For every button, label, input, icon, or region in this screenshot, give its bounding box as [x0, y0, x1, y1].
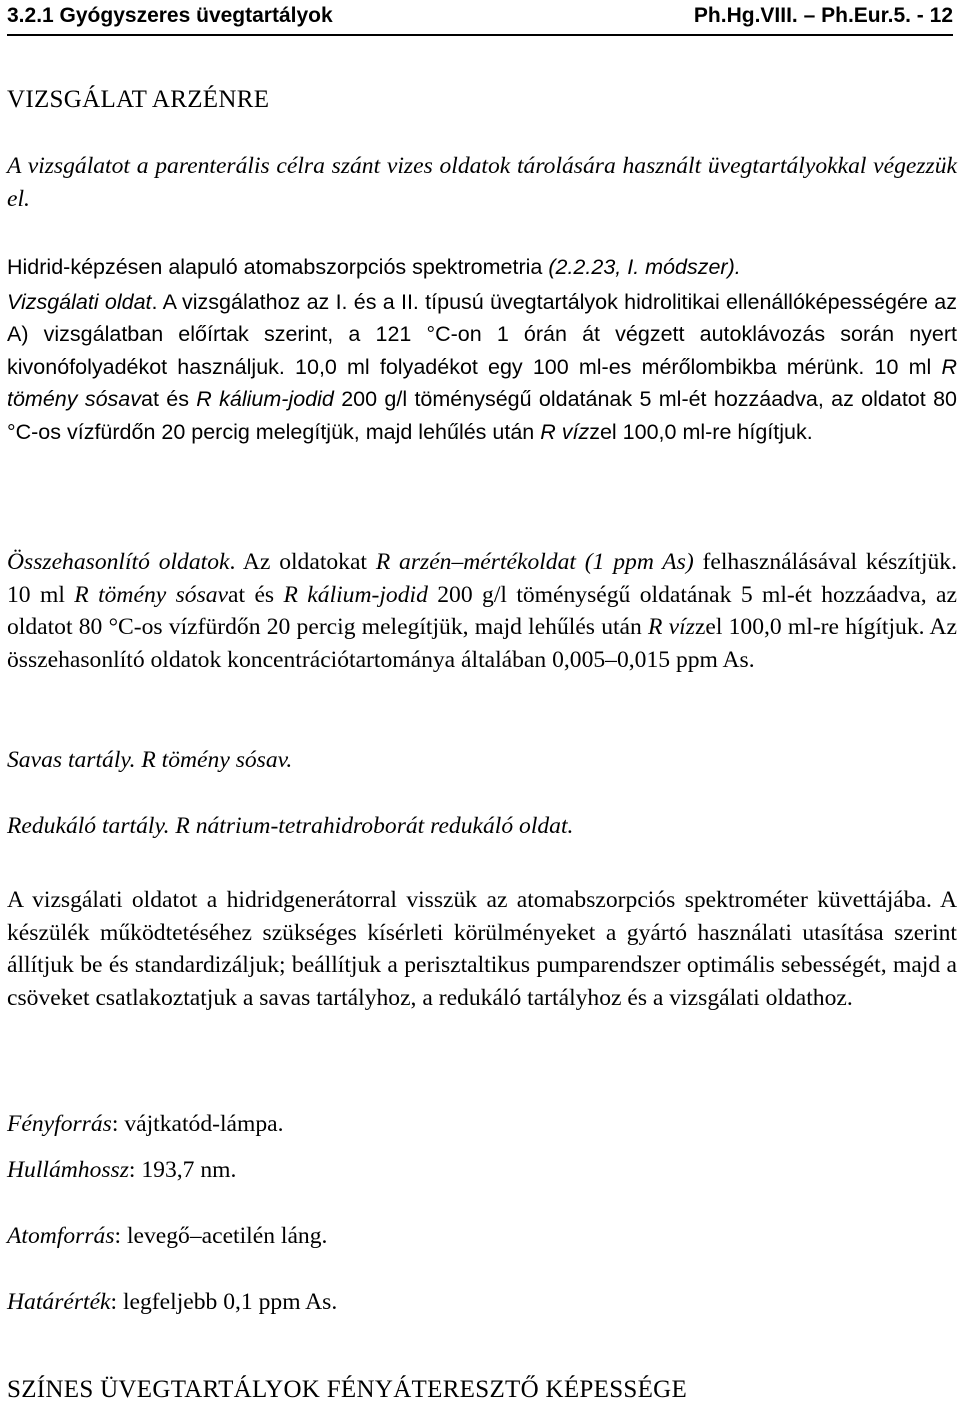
param-label: Fényforrás	[7, 1111, 112, 1137]
header-pharmacopoeia-ref: Ph.Hg.VIII. – Ph.Eur.5. - 12	[693, 4, 953, 27]
section-title: VIZSGÁLAT ARZÉNRE	[7, 86, 270, 113]
header-chapter: 3.2.1 Gyógyszeres üvegtartályok	[7, 4, 333, 27]
param-label: Atomforrás	[7, 1223, 115, 1249]
param-atomisation	[7, 1220, 957, 1253]
reducing-reservoir-paragraph	[7, 810, 957, 843]
test-solution-text: . A vizsgálathoz az I. és a II. típusú üvegtartályok hidrolitikai ellenállóképességére az A) vizsgálatban előírtak szerint, a 121 °C-on 1 órán át végzett autoklávozás során nyert kivonófolyadékot használjuk. 10,0 ml folyadékot egy 100 ml-es mérőlombikba mérünk. 10 ml	[7, 290, 957, 379]
param-label: Határérték	[7, 1289, 111, 1315]
test-solution-text: 200 g/l töménységű oldatának 5 ml-ét hozzáadva, az oldatot 80 °C-os vízfürdőn 20 percig melegítjük, majd lehűlés után	[7, 387, 957, 444]
param-value: : legfeljebb 0,1 ppm As.	[110, 1289, 338, 1315]
reducing-reservoir-label: Redukáló tartály	[7, 813, 164, 839]
reagent-potassium-iodide: R kálium-jodid	[283, 581, 428, 608]
reagent-water: R víz	[540, 419, 590, 444]
acid-reservoir-text: . R tömény sósav.	[129, 747, 293, 773]
reagent-water: R víz	[648, 614, 695, 640]
reagent-hydrochloric-acid: R tömény sósav	[7, 354, 957, 412]
next-section-title: SZÍNES ÜVEGTARTÁLYOK FÉNYÁTERESZTŐ KÉPESSÉGE	[7, 1376, 688, 1403]
test-solution-paragraph	[7, 286, 957, 448]
procedure-text: A vizsgálati oldatot a hidridgenerátorral visszük az atomabszorpciós spektrométer küvettájába. A készülék működtetéséhez szükséges kísérleti körülményeket a gyártó használati utasítása szerint állítjuk be és standardizáljuk; beállítjuk a perisztaltikus pumparendszer optimális sebességét, majd a csöveket csatlakoztatjuk a savas tartályhoz, a redukáló tartályhoz és a vizsgálati oldathoz.	[7, 887, 957, 1011]
param-label: Hullámhossz	[7, 1157, 129, 1183]
acid-reservoir-label: Savas tartály	[7, 747, 130, 773]
method-text: Hidrid-képzésen alapuló atomabszorpciós spektrometria	[7, 255, 549, 279]
intro-paragraph	[7, 150, 957, 215]
param-wavelength	[7, 1154, 957, 1187]
param-value: : levegő–acetilén láng.	[114, 1223, 328, 1249]
method-paragraph	[7, 251, 957, 284]
reference-solutions-text: at és	[228, 581, 284, 608]
procedure-paragraph	[7, 884, 957, 1014]
reference-solutions-paragraph	[7, 546, 957, 676]
method-reference: (2.2.23, I. módszer).	[548, 255, 741, 279]
param-light-source	[7, 1108, 957, 1141]
param-limit	[7, 1286, 957, 1319]
reducing-reservoir-text: . R nátrium-tetrahidroborát redukáló oldat.	[163, 813, 574, 839]
reference-solutions-label: Összehasonlító oldatok	[7, 549, 230, 575]
intro-text: A vizsgálatot a parenterális célra szánt vizes oldatok tárolására használt üvegtartályokkal végezzük el.	[7, 153, 957, 212]
reference-solutions-text: 200 g/l töménységű oldatának 5 ml-ét hozzáadva, az oldatot 80 °C-os vízfürdőn 20 percig melegítjük, majd lehűlés után	[7, 581, 957, 640]
test-solution-label: Vizsgálati oldat	[7, 290, 152, 314]
reference-solutions-text: zel 100,0 ml-re hígítjuk. Az összehasonlító oldatok koncentrációtartománya általában 0,005–0,015 ppm As.	[7, 614, 957, 673]
test-solution-text: zel 100,0 ml-re hígítjuk.	[589, 419, 813, 444]
reagent-arsenic-standard: R arzén–mértékoldat (1 ppm As)	[375, 549, 694, 575]
reagent-hydrochloric-acid: R tömény sósav	[74, 581, 229, 608]
page-header	[7, 0, 953, 36]
test-solution-text: at és	[141, 387, 197, 412]
acid-reservoir-paragraph	[7, 744, 957, 777]
param-value: : 193,7 nm.	[128, 1157, 237, 1183]
reagent-potassium-iodide: R kálium-jodid	[196, 387, 334, 412]
reference-solutions-text: . Az oldatokat	[229, 549, 376, 575]
param-value: : vájtkatód-lámpa.	[111, 1111, 284, 1137]
reference-solutions-text: felhasználásával készítjük. 10 ml	[7, 549, 957, 608]
